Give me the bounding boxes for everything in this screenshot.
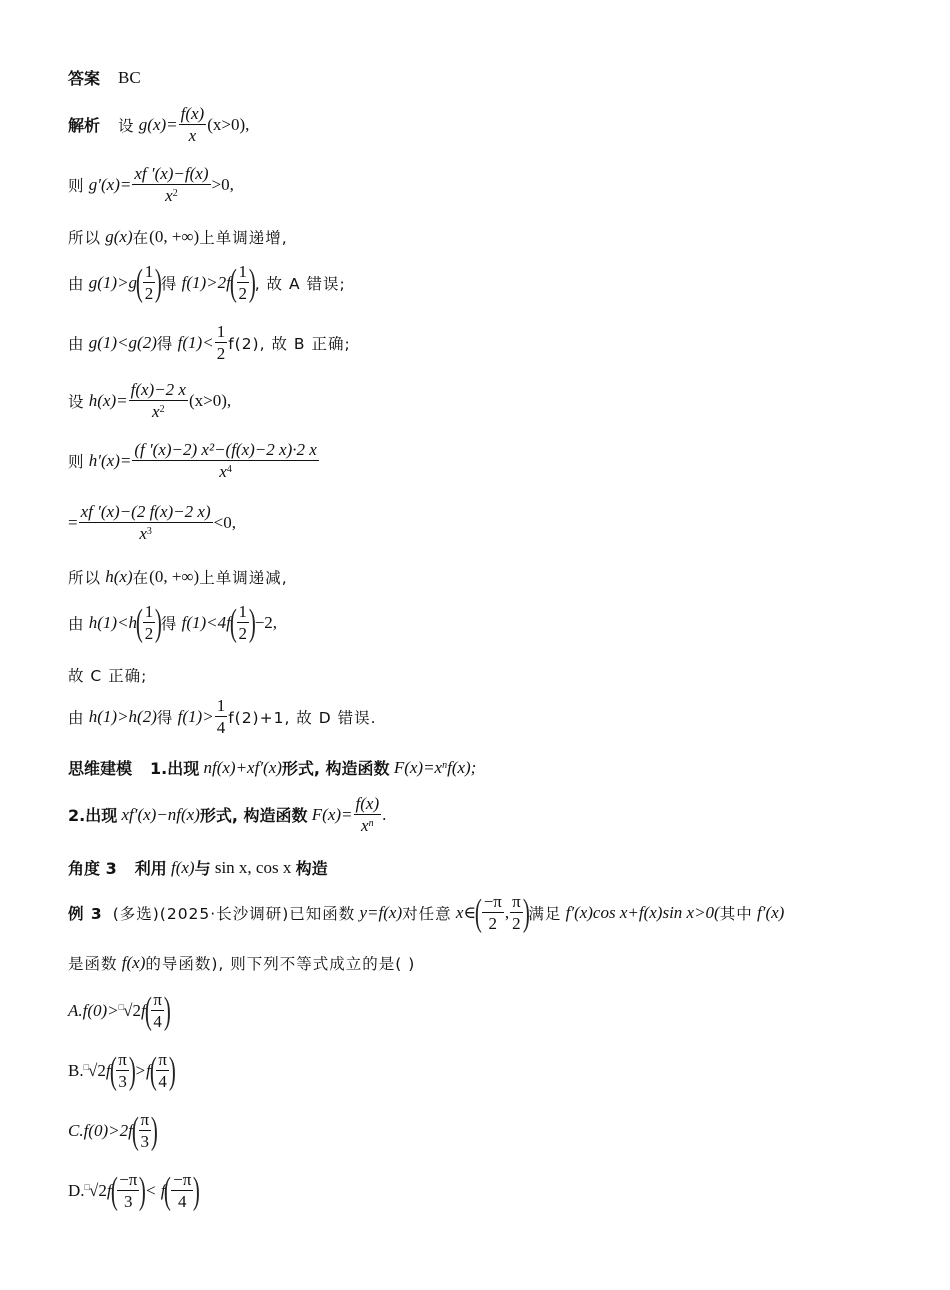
fraction [116, 1050, 129, 1091]
den-x: x [361, 816, 369, 835]
ineq-a: h(1)<h [88, 612, 138, 632]
answer-line [68, 66, 910, 89]
f-prime: f′(x) [757, 902, 785, 922]
sqrt-icon: □√ [118, 1000, 133, 1020]
fraction [143, 262, 156, 303]
text-get: 得 [160, 614, 178, 633]
analysis-line-12 [68, 696, 910, 737]
exp-n: n [442, 760, 448, 771]
frac-den: 2 [144, 624, 154, 643]
paren-right: ) [522, 891, 530, 934]
analysis-line-3 [68, 226, 910, 248]
frac-den: 2 [510, 912, 523, 933]
frac-den: 2 [216, 344, 226, 363]
analysis-line-9 [68, 566, 910, 588]
domain-text: (x>0), [188, 390, 232, 410]
g-of-x: g(x) [105, 227, 133, 246]
conclusion-b: f(2), 故 B 正确; [228, 334, 351, 353]
ineq-b: f(1)<4f [181, 612, 231, 632]
frac-den: 4 [156, 1070, 169, 1091]
frac-num: −π [173, 1170, 192, 1189]
f-symbol: f [140, 1000, 146, 1020]
ineq-a: g(1)<g(2) [88, 332, 157, 352]
F-def: F(x)= [311, 804, 353, 824]
question-text: 的导函数), 则下列不等式成立的是( ) [145, 955, 416, 973]
compare: >f [134, 1060, 151, 1080]
paren-right: ) [248, 261, 256, 304]
frac-num: π [512, 892, 521, 911]
den-x: x [139, 524, 147, 543]
den-x: x [219, 462, 227, 481]
text-set: 设 [118, 116, 135, 135]
analysis-line-5 [68, 322, 910, 363]
fraction [215, 696, 228, 737]
compare: < f [145, 1180, 166, 1200]
fraction [215, 322, 228, 363]
frac-num: xf ′(x)−(2 f(x)−2 x) [80, 502, 211, 521]
period: . [382, 804, 387, 824]
frac-num: 1 [216, 322, 226, 341]
frac-den: $x^4$ [132, 460, 318, 481]
text-use: 利用 [134, 859, 167, 878]
text-by: 由 [68, 334, 85, 353]
interval: (0, +∞) [149, 567, 200, 586]
f-of-x: f(x) [170, 857, 195, 877]
option-c[interactable] [68, 1110, 910, 1151]
text-so: 所以 [68, 569, 102, 587]
analysis-line-10 [68, 602, 910, 643]
fraction [79, 502, 213, 543]
paren-right: ) [163, 989, 171, 1032]
option-c-lead: C.f(0)>2f [68, 1120, 133, 1140]
paren-left: ( [229, 261, 237, 304]
exp-n: n [368, 818, 374, 829]
text-increasing: 上单调递增, [199, 229, 288, 247]
fraction [143, 602, 156, 643]
ineq-a: g(1)>g [88, 272, 138, 292]
equals: = [68, 512, 78, 532]
comma: , [504, 902, 510, 922]
frac-num: 1 [216, 696, 226, 715]
f-of-x: f(x); [447, 757, 477, 777]
text-is-function: 是函数 [68, 955, 118, 973]
inequality-text: >0, [211, 174, 234, 194]
frac-num: −π [119, 1170, 138, 1189]
frac-den: 3 [117, 1190, 139, 1211]
frac-num: 1 [144, 602, 154, 621]
paren-right: ) [168, 1049, 176, 1092]
paren-left: ( [229, 601, 237, 644]
analysis-line-8 [68, 502, 910, 543]
fraction [482, 892, 504, 933]
paren-right: ) [128, 1049, 136, 1092]
text-get: 得 [156, 334, 174, 353]
example-line-1 [68, 892, 910, 933]
analysis-label: 解析 [68, 116, 101, 135]
frac-num: f(x)−2 x [130, 380, 186, 399]
analysis-line-7 [68, 440, 910, 481]
paren-right: ) [155, 601, 163, 644]
text-and: 与 [194, 859, 211, 878]
frac-num: π [140, 1110, 150, 1129]
f-symbol: f [105, 1060, 111, 1080]
paren-left: ( [144, 989, 152, 1032]
analysis-line-4 [68, 262, 910, 303]
fraction [156, 1050, 169, 1091]
paren-left: ( [109, 1049, 117, 1092]
paren-left: ( [474, 891, 482, 934]
frac-num: 1 [238, 262, 248, 281]
x-in: x∈ [455, 902, 477, 922]
frac-num: 1 [238, 602, 248, 621]
option-d-lead: D. [68, 1180, 85, 1200]
frac-den: 4 [151, 1010, 164, 1031]
ineq-b: f(1)>2f [181, 272, 231, 292]
paren-left: ( [131, 1109, 139, 1152]
expr: xf′(x)−nf(x) [121, 804, 200, 824]
paren-right: ) [139, 1169, 147, 1212]
h-of-x: h(x) [105, 567, 133, 586]
modeling-line-2 [68, 794, 910, 835]
text-get: 得 [160, 274, 178, 293]
option-b[interactable] [68, 1050, 910, 1091]
text-by: 由 [68, 708, 85, 727]
frac-den: 2 [238, 624, 248, 643]
frac-num: π [153, 990, 162, 1009]
frac-den: $x^3$ [79, 522, 213, 543]
frac-den: $x^2$ [132, 184, 210, 205]
frac-num: 1 [144, 262, 154, 281]
interval: (0, +∞) [149, 227, 200, 246]
text-on: 在 [132, 569, 150, 587]
paren-left: ( [164, 1169, 172, 1212]
analysis-line-11 [68, 664, 910, 686]
f-symbol: f [106, 1180, 112, 1200]
domain-text: (x>0), [207, 114, 250, 134]
paren-right: ) [193, 1169, 201, 1212]
den-x: x [165, 186, 173, 205]
F-def: F(x)=x [393, 757, 443, 777]
frac-den: 3 [116, 1070, 129, 1091]
paren-left: ( [135, 261, 143, 304]
text-by: 由 [68, 614, 85, 633]
angle-label: 角度 3 [68, 859, 117, 878]
paren-right: ) [155, 261, 163, 304]
analysis-line-6 [68, 380, 910, 421]
fraction [132, 440, 318, 481]
example-line-2 [68, 952, 910, 974]
text-construct: 形式, 构造函数 [199, 806, 308, 825]
radicand: 2 [98, 1180, 107, 1200]
paren-left: ( [149, 1049, 157, 1092]
example-label: 例 3 [68, 904, 103, 923]
den-x: x [152, 402, 160, 421]
text-by: 由 [68, 274, 85, 293]
option-b-lead: B. [68, 1060, 84, 1080]
frac-den: 2 [144, 284, 154, 303]
fraction [510, 892, 523, 933]
frac-num: (f ′(x)−2) x²−(f(x)−2 x)·2 x [134, 440, 317, 459]
g-derivative: g′(x)= [88, 174, 132, 194]
angle-heading [68, 856, 910, 879]
text-then: 则 [68, 176, 85, 195]
paren-left: ( [135, 601, 143, 644]
radicand: 2 [132, 1000, 141, 1020]
inequality-text: <0, [213, 512, 236, 532]
fraction [129, 380, 188, 421]
answer-value: BC [118, 67, 141, 87]
fraction [171, 1170, 193, 1211]
text-any: 对任意 [402, 904, 452, 923]
fraction [151, 990, 164, 1031]
frac-den: 2 [482, 912, 504, 933]
frac-den: x [179, 124, 207, 145]
analysis-line-2 [68, 164, 910, 205]
paren-right: ) [150, 1109, 158, 1152]
frac-num: π [118, 1050, 127, 1069]
ineq-b: f(1)> [177, 706, 214, 726]
fraction [237, 262, 250, 303]
minus-two: −2, [254, 612, 278, 632]
text-on: 在 [132, 229, 150, 247]
frac-den: $x^2$ [129, 400, 188, 421]
expr: nf(x)+xf′(x) [203, 757, 282, 777]
paren-left: ( [110, 1169, 118, 1212]
text-so: 所以 [68, 229, 102, 247]
answer-label: 答案 [68, 69, 101, 88]
frac-num: xf ′(x)−f(x) [134, 164, 209, 183]
frac-num: f(x) [355, 794, 380, 813]
frac-den: 3 [139, 1130, 152, 1151]
ineq-a: h(1)>h(2) [88, 706, 157, 726]
option-a-lead: A.f(0)> [68, 1000, 119, 1020]
modeling-label: 思维建模 [68, 759, 133, 778]
h-def: h(x)= [88, 390, 128, 410]
h-derivative: h′(x)= [88, 450, 132, 470]
ineq-b: f(1)< [177, 332, 214, 352]
fraction [139, 1110, 152, 1151]
sqrt-icon: □√ [83, 1060, 98, 1080]
radicand: 2 [97, 1060, 106, 1080]
frac-den [354, 814, 382, 835]
condition: f′(x)cos x+f(x)sin x>0( [565, 902, 720, 922]
frac-den: 2 [238, 284, 248, 303]
fraction [132, 164, 210, 205]
text-decreasing: 上单调递减, [199, 569, 288, 587]
trig-text: sin x, cos x [214, 857, 292, 877]
fraction [237, 602, 250, 643]
conclusion-c: 故 C 正确; [68, 667, 148, 685]
option-d[interactable] [68, 1170, 910, 1211]
frac-den: 4 [216, 718, 226, 737]
analysis-line-1 [68, 104, 910, 145]
text-appear: 2.出现 [68, 806, 118, 825]
f-of-x: f(x) [121, 953, 146, 972]
text-construct: 构造 [295, 859, 328, 878]
frac-den: 4 [171, 1190, 193, 1211]
fraction [354, 794, 382, 835]
frac-num: f(x) [180, 104, 205, 123]
g-def: g(x)= [138, 114, 178, 134]
text-set: 设 [68, 392, 85, 411]
text-then: 则 [68, 452, 85, 471]
conclusion-a: , 故 A 错误; [254, 274, 346, 293]
y-def: y=f(x) [359, 902, 403, 922]
modeling-line-1 [68, 756, 910, 779]
text-appear: 1.出现 [150, 759, 200, 778]
fraction [179, 104, 207, 145]
text-construct: 形式, 构造函数 [281, 759, 390, 778]
paren-right: ) [248, 601, 256, 644]
text-satisfy: 满足 [528, 904, 562, 923]
option-a[interactable] [68, 990, 910, 1031]
text-get: 得 [156, 708, 174, 727]
example-tag: (多选)(2025·长沙调研)已知函数 [112, 904, 356, 923]
sqrt-icon: □√ [84, 1180, 99, 1200]
text-where: 其中 [719, 904, 753, 923]
fraction [117, 1170, 139, 1211]
conclusion-d: f(2)+1, 故 D 错误. [228, 708, 377, 727]
frac-num: π [158, 1050, 167, 1069]
frac-num: −π [483, 892, 502, 911]
